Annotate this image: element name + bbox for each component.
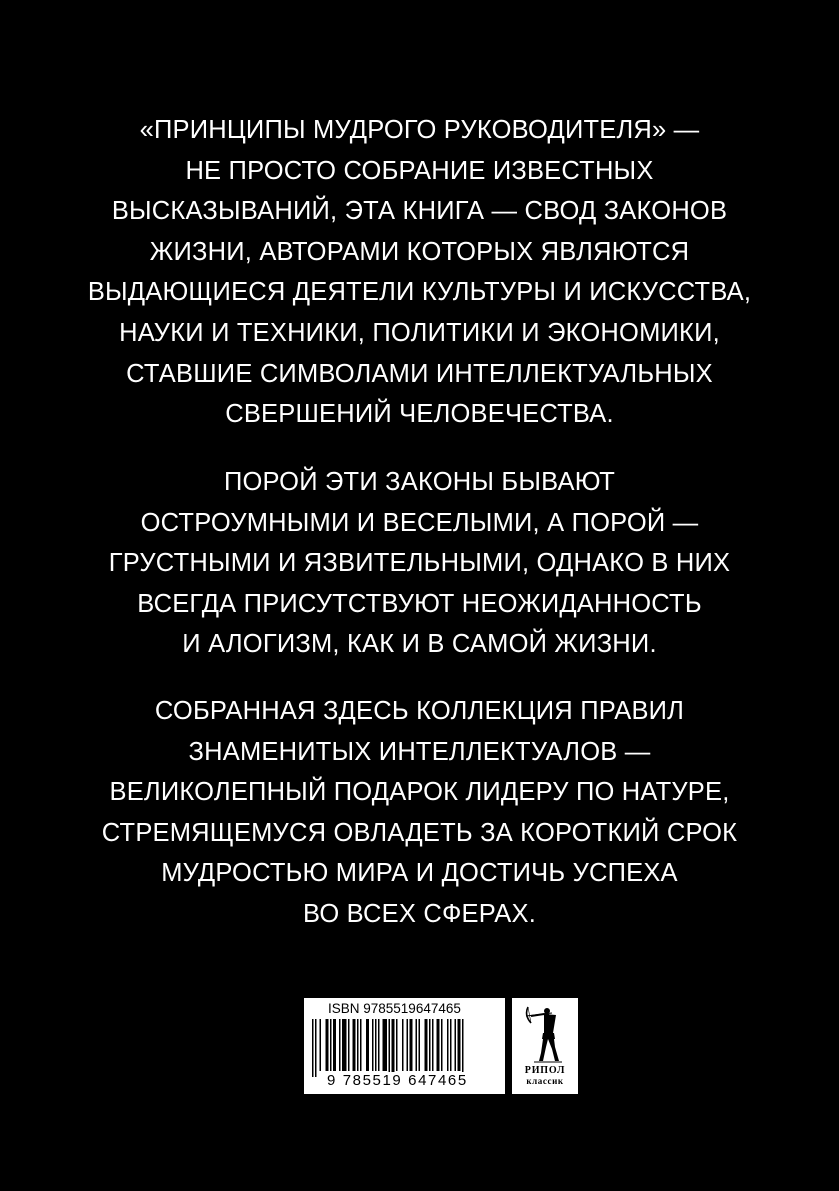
barcode-bar	[450, 1019, 452, 1071]
blurb-line: СВЕРШЕНИЙ ЧЕЛОВЕЧЕСТВА.	[225, 400, 614, 429]
barcode-bar	[402, 1019, 404, 1071]
barcode-bar	[339, 1019, 341, 1071]
blurb-line: ВЕЛИКОЛЕПНЫЙ ПОДАРОК ЛИДЕРУ ПО НАТУРЕ,	[109, 778, 730, 807]
blurb-line: ГРУСТНЫМИ И ЯЗВИТЕЛЬНЫМИ, ОДНАКО В НИХ	[108, 549, 731, 578]
publisher-logo	[512, 998, 578, 1094]
blurb-paragraph-1	[0, 110, 839, 435]
barcode-bar	[437, 1019, 440, 1071]
blurb-line: ЗНАМЕНИТЫХ ИНТЕЛЛЕКТУАЛОВ —	[188, 737, 651, 766]
barcode-bar	[312, 1019, 314, 1077]
blurb-paragraph-3	[0, 691, 839, 935]
barcode-bar	[425, 1019, 428, 1071]
barcode-bar	[375, 1019, 377, 1071]
blurb-line: ВЫДАЮЩИЕСЯ ДЕЯТЕЛИ КУЛЬТУРЫ И ИСКУССТВА,	[87, 278, 752, 307]
barcode-bar	[333, 1019, 336, 1071]
blurb-paragraph-2	[0, 462, 839, 665]
barcode-bar	[366, 1019, 369, 1071]
publisher-imprint: классик	[526, 1076, 564, 1086]
barcode-bar	[342, 1019, 347, 1071]
barcode-bar	[320, 1019, 322, 1071]
barcode-bar	[360, 1019, 362, 1071]
barcode-bar	[407, 1019, 409, 1071]
blurb-line: И АЛОГИЗМ, КАК И В САМОЙ ЖИЗНИ.	[182, 630, 657, 659]
barcode-bar	[455, 1019, 457, 1071]
blurb-line: СОБРАННАЯ ЗДЕСЬ КОЛЛЕКЦИЯ ПРАВИЛ	[154, 697, 685, 725]
blurb-line: ЖИЗНИ, АВТОРАМИ КОТОРЫХ ЯВЛЯЮТСЯ	[149, 237, 690, 266]
barcode-bar	[416, 1019, 418, 1071]
blurb-line: НЕ ПРОСТО СОБРАНИЕ ИЗВЕСТНЫХ	[185, 156, 654, 185]
barcode-bar	[357, 1019, 359, 1071]
blurb-line: ВСЕГДА ПРИСУТСТВУЮТ НЕОЖИДАННОСТЬ	[137, 589, 702, 618]
isbn-label: ISBN 9785519647465	[328, 1001, 461, 1016]
barcode-digits: 9 785519 647465	[327, 1072, 468, 1089]
barcode-bar	[315, 1019, 317, 1077]
barcode-bar	[441, 1019, 443, 1071]
barcode-bar	[389, 1019, 391, 1077]
barcode-bar	[326, 1019, 329, 1071]
isbn-barcode	[304, 998, 505, 1094]
barcode-bar	[429, 1019, 431, 1071]
barcode-bar	[378, 1019, 380, 1071]
blurb-line: ОСТРОУМНЫМИ И ВЕСЕЛЫМИ, А ПОРОЙ —	[140, 508, 699, 537]
blurb-line: НАУКИ И ТЕХНИКИ, ПОЛИТИКИ И ЭКОНОМИКИ,	[119, 318, 720, 347]
barcode-bar	[353, 1019, 356, 1071]
blurb-line: ВО ВСЕХ СФЕРАХ.	[303, 899, 536, 928]
blurb-line: ВЫСКАЗЫВАНИЙ, ЭТА КНИГА — СВОД ЗАКОНОВ	[111, 197, 728, 226]
barcode-bar	[383, 1019, 388, 1071]
barcode-bar	[330, 1019, 332, 1071]
blurb-line: «ПРИНЦИПЫ МУДРОГО РУКОВОДИТЕЛЯ» —	[139, 116, 700, 144]
blurb-line: СТРЕМЯЩЕМУСЯ ОВЛАДЕТЬ ЗА КОРОТКИЙ СРОК	[101, 818, 738, 847]
barcode-bar	[396, 1019, 398, 1071]
blurb-line: МУДРОСТЬЮ МИРА И ДОСТИЧЬ УСПЕХА	[161, 859, 678, 888]
barcode-bar	[432, 1019, 434, 1071]
barcode-bar	[348, 1019, 350, 1071]
barcode-bar	[372, 1019, 374, 1071]
barcode-bar	[462, 1019, 464, 1077]
barcode-bar	[392, 1019, 395, 1077]
barcode-bars	[312, 1019, 497, 1077]
publisher-name: РИПОЛ	[524, 1065, 566, 1076]
blurb-line: СТАВШИЕ СИМВОЛАМИ ИНТЕЛЛЕКТУАЛЬНЫХ	[126, 359, 713, 388]
barcode-bar	[458, 1019, 461, 1071]
blurb-line: ПОРОЙ ЭТИ ЗАКОНЫ БЫВАЮТ	[223, 468, 616, 496]
archer-logo-icon	[522, 1003, 568, 1063]
barcode-bar	[447, 1019, 449, 1071]
barcode-bar	[410, 1019, 413, 1071]
barcode-bar	[419, 1019, 421, 1071]
